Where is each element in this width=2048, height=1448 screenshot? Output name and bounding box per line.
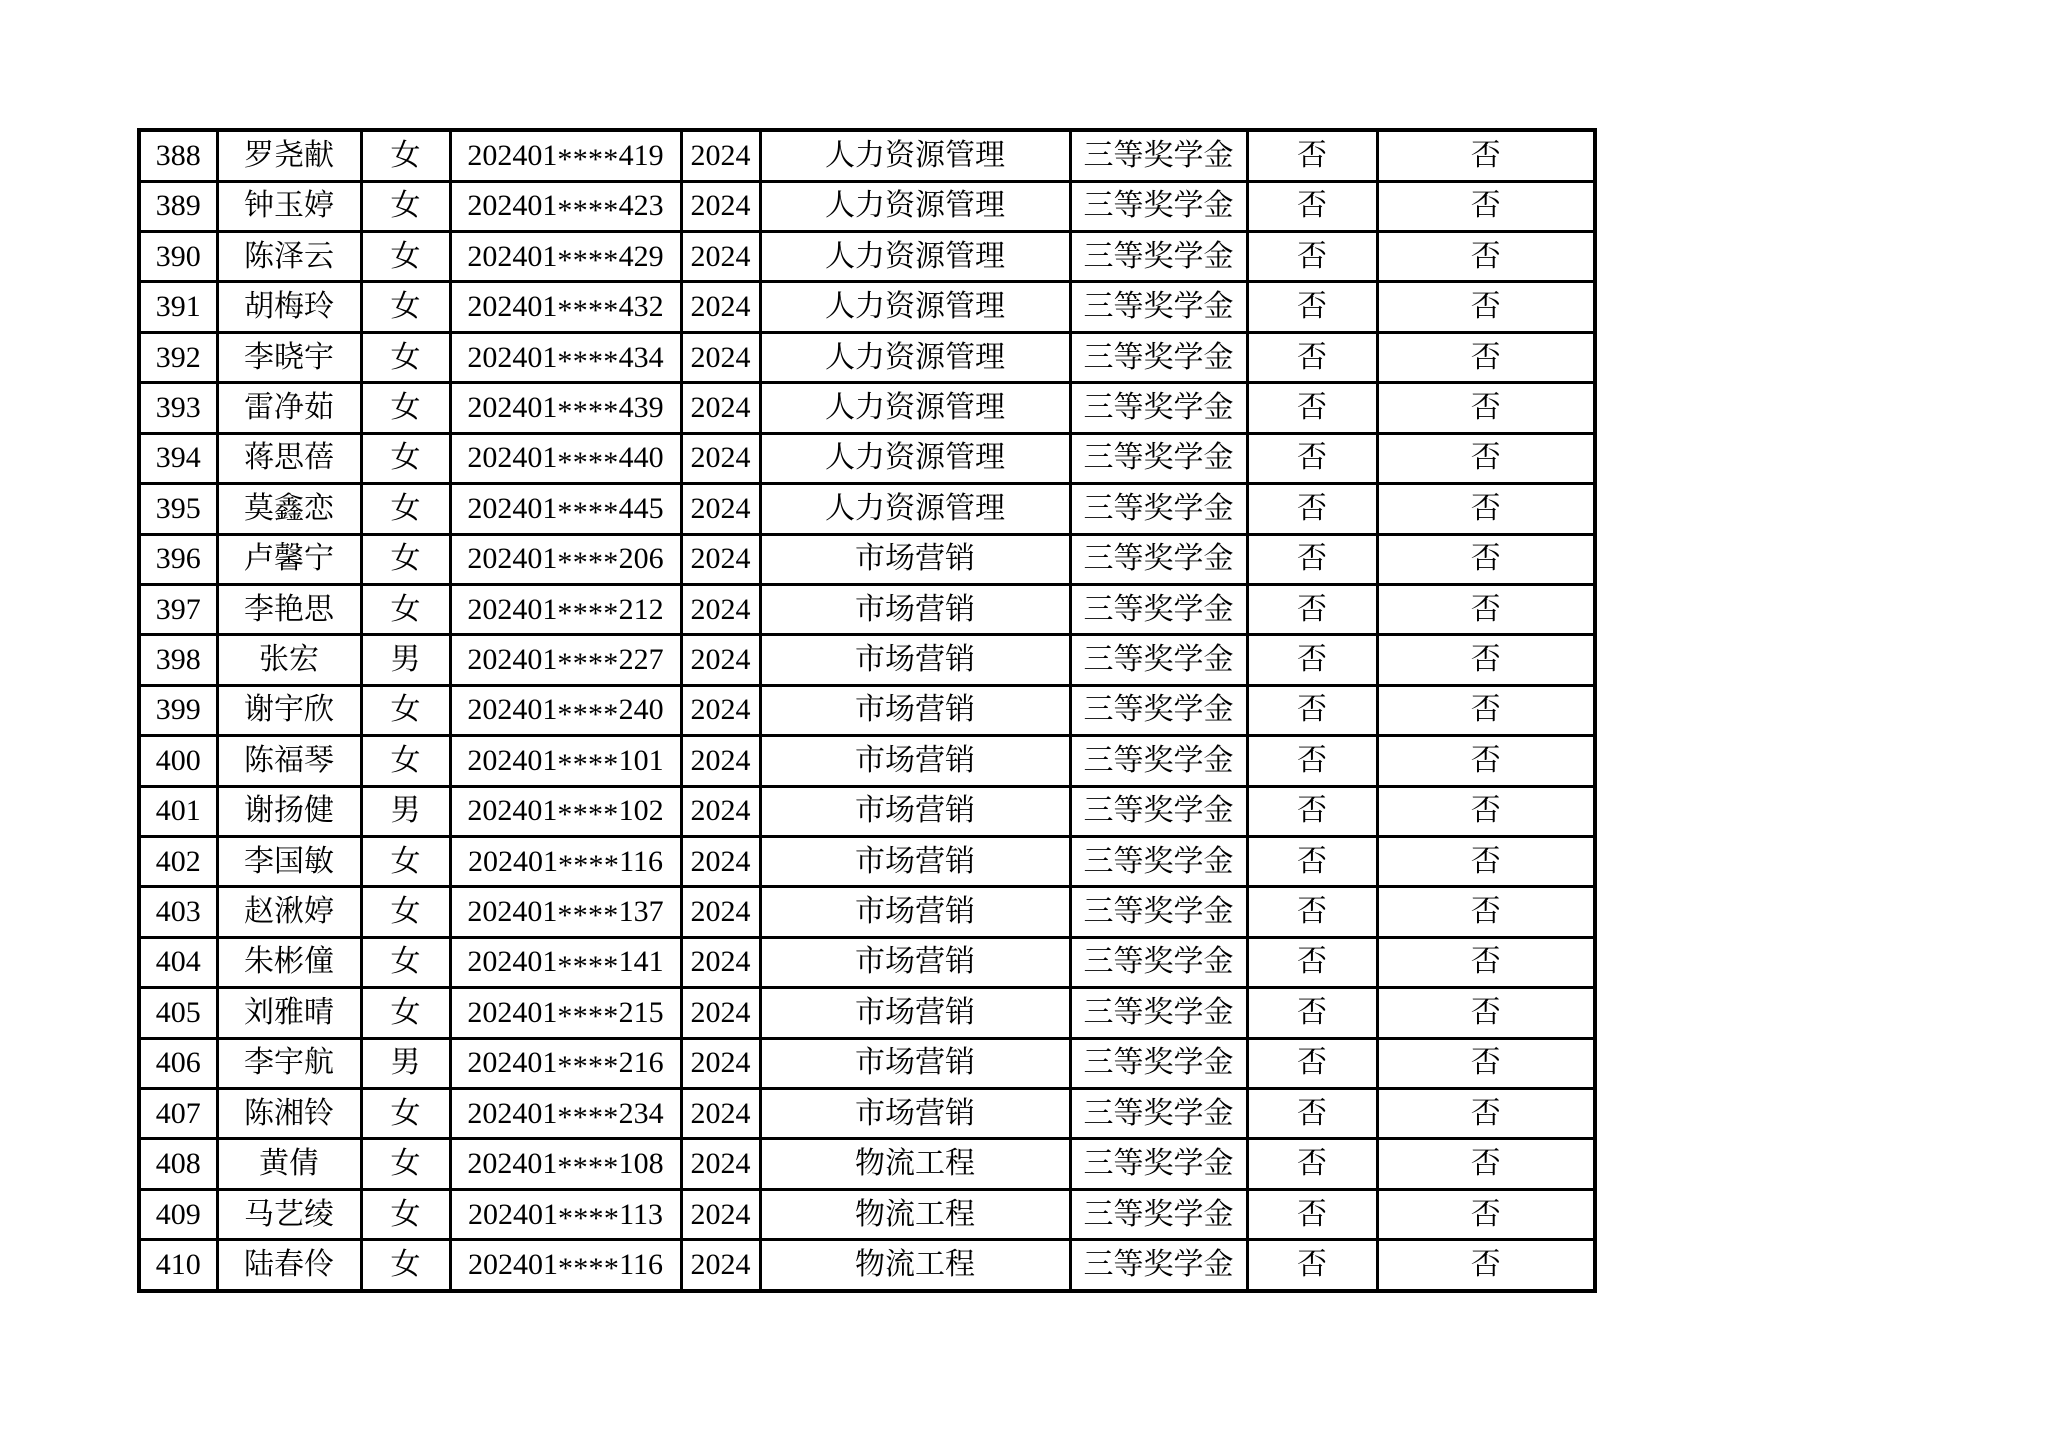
gender-cell: 女 xyxy=(361,887,450,937)
major-cell: 人力资源管理 xyxy=(760,332,1070,382)
award-level-cell: 三等奖学金 xyxy=(1070,1088,1247,1138)
gender-cell: 女 xyxy=(361,736,450,786)
table-row xyxy=(139,332,1595,382)
award-level-cell: 三等奖学金 xyxy=(1070,534,1247,584)
table-row xyxy=(139,282,1595,332)
scholarship-table xyxy=(137,128,1597,1293)
gender-cell: 女 xyxy=(361,433,450,483)
year-cell: 2024 xyxy=(681,232,760,282)
student-id-cell: 202401****108 xyxy=(450,1139,681,1189)
masked-digits: **** xyxy=(557,193,619,227)
flag2-cell: 否 xyxy=(1377,635,1595,685)
gender-cell: 女 xyxy=(361,130,450,181)
gender-cell: 男 xyxy=(361,1038,450,1088)
masked-digits: **** xyxy=(557,1100,619,1134)
year-cell: 2024 xyxy=(681,1189,760,1239)
award-level-cell: 三等奖学金 xyxy=(1070,484,1247,534)
masked-digits: **** xyxy=(557,496,619,529)
flag1-cell: 否 xyxy=(1247,332,1377,382)
flag2-cell: 否 xyxy=(1377,282,1595,332)
gender-cell: 女 xyxy=(361,937,450,987)
major-cell: 市场营销 xyxy=(760,534,1070,584)
award-level-cell: 三等奖学金 xyxy=(1070,988,1247,1038)
row-number-cell: 392 xyxy=(139,332,217,382)
name-cell: 谢宇欣 xyxy=(217,685,361,735)
gender-cell: 女 xyxy=(361,1189,450,1239)
student-id-cell: 202401****439 xyxy=(450,383,681,433)
flag2-cell: 否 xyxy=(1377,130,1595,181)
flag1-cell: 否 xyxy=(1247,1088,1377,1138)
flag2-cell: 否 xyxy=(1377,736,1595,786)
year-cell: 2024 xyxy=(681,433,760,483)
award-level-cell: 三等奖学金 xyxy=(1070,635,1247,685)
flag2-cell: 否 xyxy=(1377,1088,1595,1138)
row-number-cell: 396 xyxy=(139,534,217,584)
flag2-cell: 否 xyxy=(1377,685,1595,735)
student-id-cell: 202401****102 xyxy=(450,786,681,836)
major-cell: 市场营销 xyxy=(760,786,1070,836)
name-cell: 李艳思 xyxy=(217,584,361,634)
table-row xyxy=(139,685,1595,735)
row-number-cell: 404 xyxy=(139,937,217,987)
flag1-cell: 否 xyxy=(1247,282,1377,332)
masked-digits: **** xyxy=(557,1201,620,1235)
row-number-cell: 405 xyxy=(139,988,217,1038)
student-id-cell: 202401****113 xyxy=(450,1189,681,1239)
gender-cell: 女 xyxy=(361,332,450,382)
flag2-cell: 否 xyxy=(1377,433,1595,483)
name-cell: 雷净茹 xyxy=(217,383,361,433)
masked-digits: **** xyxy=(557,899,619,933)
year-cell: 2024 xyxy=(681,1088,760,1138)
table-row xyxy=(139,534,1595,584)
major-cell: 人力资源管理 xyxy=(760,383,1070,433)
gender-cell: 女 xyxy=(361,282,450,332)
row-number-cell: 406 xyxy=(139,1038,217,1088)
award-level-cell: 三等奖学金 xyxy=(1070,1038,1247,1088)
major-cell: 市场营销 xyxy=(760,584,1070,634)
masked-digits: **** xyxy=(557,748,619,782)
major-cell: 人力资源管理 xyxy=(760,282,1070,332)
award-level-cell: 三等奖学金 xyxy=(1070,383,1247,433)
table-row xyxy=(139,937,1595,987)
year-cell: 2024 xyxy=(681,988,760,1038)
gender-cell: 男 xyxy=(361,635,450,685)
award-level-cell: 三等奖学金 xyxy=(1070,887,1247,937)
masked-digits: **** xyxy=(557,949,619,983)
flag1-cell: 否 xyxy=(1247,484,1377,534)
row-number-cell: 400 xyxy=(139,736,217,786)
flag2-cell: 否 xyxy=(1377,937,1595,987)
masked-digits: **** xyxy=(557,1050,619,1084)
name-cell: 陈泽云 xyxy=(217,232,361,282)
award-level-cell: 三等奖学金 xyxy=(1070,736,1247,786)
year-cell: 2024 xyxy=(681,1139,760,1189)
year-cell: 2024 xyxy=(681,534,760,584)
row-number-cell: 409 xyxy=(139,1189,217,1239)
flag1-cell: 否 xyxy=(1247,887,1377,937)
gender-cell: 女 xyxy=(361,1139,450,1189)
gender-cell: 女 xyxy=(361,685,450,735)
masked-digits: **** xyxy=(557,344,619,378)
gender-cell: 女 xyxy=(361,836,450,886)
table-row xyxy=(139,484,1595,534)
row-number-cell: 390 xyxy=(139,232,217,282)
award-level-cell: 三等奖学金 xyxy=(1070,282,1247,332)
major-cell: 人力资源管理 xyxy=(760,181,1070,231)
award-level-cell: 三等奖学金 xyxy=(1070,1240,1247,1291)
award-level-cell: 三等奖学金 xyxy=(1070,836,1247,886)
name-cell: 莫鑫恋 xyxy=(217,484,361,534)
name-cell: 谢扬健 xyxy=(217,786,361,836)
student-id-cell: 202401****423 xyxy=(450,181,681,231)
year-cell: 2024 xyxy=(681,635,760,685)
award-level-cell: 三等奖学金 xyxy=(1070,433,1247,483)
major-cell: 市场营销 xyxy=(760,635,1070,685)
year-cell: 2024 xyxy=(681,786,760,836)
flag2-cell: 否 xyxy=(1377,484,1595,534)
row-number-cell: 398 xyxy=(139,635,217,685)
row-number-cell: 391 xyxy=(139,282,217,332)
award-level-cell: 三等奖学金 xyxy=(1070,332,1247,382)
year-cell: 2024 xyxy=(681,383,760,433)
gender-cell: 女 xyxy=(361,584,450,634)
student-id-cell: 202401****227 xyxy=(450,635,681,685)
name-cell: 马艺绫 xyxy=(217,1189,361,1239)
flag2-cell: 否 xyxy=(1377,332,1595,382)
flag1-cell: 否 xyxy=(1247,786,1377,836)
student-id-cell: 202401****206 xyxy=(450,534,681,584)
flag2-cell: 否 xyxy=(1377,181,1595,231)
row-number-cell: 389 xyxy=(139,181,217,231)
major-cell: 市场营销 xyxy=(760,736,1070,786)
year-cell: 2024 xyxy=(681,736,760,786)
year-cell: 2024 xyxy=(681,937,760,987)
gender-cell: 女 xyxy=(361,232,450,282)
masked-digits: **** xyxy=(557,848,620,882)
name-cell: 陈福琴 xyxy=(217,736,361,786)
masked-digits: **** xyxy=(557,395,619,429)
flag2-cell: 否 xyxy=(1377,383,1595,433)
name-cell: 刘雅晴 xyxy=(217,988,361,1038)
name-cell: 朱彬僮 xyxy=(217,937,361,987)
year-cell: 2024 xyxy=(681,836,760,886)
table-row xyxy=(139,1139,1595,1189)
table-row xyxy=(139,383,1595,433)
flag1-cell: 否 xyxy=(1247,685,1377,735)
student-id-cell: 202401****432 xyxy=(450,282,681,332)
masked-digits: **** xyxy=(557,647,619,681)
award-level-cell: 三等奖学金 xyxy=(1070,130,1247,181)
table-row xyxy=(139,1038,1595,1088)
year-cell: 2024 xyxy=(681,130,760,181)
flag1-cell: 否 xyxy=(1247,181,1377,231)
student-id-cell: 202401****141 xyxy=(450,937,681,987)
year-cell: 2024 xyxy=(681,887,760,937)
row-number-cell: 407 xyxy=(139,1088,217,1138)
table-row xyxy=(139,836,1595,886)
name-cell: 李国敏 xyxy=(217,836,361,886)
award-level-cell: 三等奖学金 xyxy=(1070,181,1247,231)
flag2-cell: 否 xyxy=(1377,786,1595,836)
major-cell: 人力资源管理 xyxy=(760,232,1070,282)
flag2-cell: 否 xyxy=(1377,1038,1595,1088)
flag1-cell: 否 xyxy=(1247,836,1377,886)
flag1-cell: 否 xyxy=(1247,383,1377,433)
name-cell: 李晓宇 xyxy=(217,332,361,382)
masked-digits: **** xyxy=(557,1252,620,1286)
table-row xyxy=(139,786,1595,836)
row-number-cell: 388 xyxy=(139,130,217,181)
gender-cell: 女 xyxy=(361,534,450,584)
name-cell: 罗尧献 xyxy=(217,130,361,181)
gender-cell: 男 xyxy=(361,786,450,836)
name-cell: 陆春伶 xyxy=(217,1240,361,1291)
major-cell: 物流工程 xyxy=(760,1240,1070,1291)
name-cell: 黄倩 xyxy=(217,1139,361,1189)
year-cell: 2024 xyxy=(681,1240,760,1291)
flag1-cell: 否 xyxy=(1247,635,1377,685)
table-row xyxy=(139,232,1595,282)
award-level-cell: 三等奖学金 xyxy=(1070,1189,1247,1239)
gender-cell: 女 xyxy=(361,484,450,534)
flag1-cell: 否 xyxy=(1247,988,1377,1038)
student-id-cell: 202401****419 xyxy=(450,130,681,181)
major-cell: 市场营销 xyxy=(760,988,1070,1038)
flag2-cell: 否 xyxy=(1377,232,1595,282)
table-row xyxy=(139,1088,1595,1138)
row-number-cell: 410 xyxy=(139,1240,217,1291)
gender-cell: 女 xyxy=(361,1088,450,1138)
row-number-cell: 403 xyxy=(139,887,217,937)
flag1-cell: 否 xyxy=(1247,433,1377,483)
row-number-cell: 408 xyxy=(139,1139,217,1189)
table-row xyxy=(139,1189,1595,1239)
student-id-cell: 202401****429 xyxy=(450,232,681,282)
table-row xyxy=(139,584,1595,634)
name-cell: 胡梅玲 xyxy=(217,282,361,332)
major-cell: 市场营销 xyxy=(760,1088,1070,1138)
student-id-cell: 202401****215 xyxy=(450,988,681,1038)
masked-digits: **** xyxy=(557,596,619,630)
flag2-cell: 否 xyxy=(1377,988,1595,1038)
year-cell: 2024 xyxy=(681,282,760,332)
major-cell: 人力资源管理 xyxy=(760,484,1070,534)
row-number-cell: 397 xyxy=(139,584,217,634)
flag2-cell: 否 xyxy=(1377,534,1595,584)
gender-cell: 女 xyxy=(361,988,450,1038)
masked-digits: **** xyxy=(557,798,619,832)
student-id-cell: 202401****234 xyxy=(450,1088,681,1138)
table-row xyxy=(139,181,1595,231)
major-cell: 市场营销 xyxy=(760,937,1070,987)
flag2-cell: 否 xyxy=(1377,1240,1595,1291)
major-cell: 人力资源管理 xyxy=(760,130,1070,181)
row-number-cell: 394 xyxy=(139,433,217,483)
flag2-cell: 否 xyxy=(1377,584,1595,634)
masked-digits: **** xyxy=(557,294,619,328)
student-id-cell: 202401****212 xyxy=(450,584,681,634)
award-level-cell: 三等奖学金 xyxy=(1070,1139,1247,1189)
award-level-cell: 三等奖学金 xyxy=(1070,685,1247,735)
flag1-cell: 否 xyxy=(1247,534,1377,584)
table-row xyxy=(139,887,1595,937)
award-level-cell: 三等奖学金 xyxy=(1070,937,1247,987)
table-row xyxy=(139,1240,1595,1291)
name-cell: 李宇航 xyxy=(217,1038,361,1088)
award-level-cell: 三等奖学金 xyxy=(1070,584,1247,634)
major-cell: 市场营销 xyxy=(760,1038,1070,1088)
major-cell: 人力资源管理 xyxy=(760,433,1070,483)
name-cell: 蒋思蓓 xyxy=(217,433,361,483)
year-cell: 2024 xyxy=(681,484,760,534)
gender-cell: 女 xyxy=(361,1240,450,1291)
table-row xyxy=(139,130,1595,181)
row-number-cell: 402 xyxy=(139,836,217,886)
student-id-cell: 202401****445 xyxy=(450,484,681,534)
flag2-cell: 否 xyxy=(1377,1139,1595,1189)
flag1-cell: 否 xyxy=(1247,1240,1377,1291)
student-id-cell: 202401****116 xyxy=(450,836,681,886)
name-cell: 赵湫婷 xyxy=(217,887,361,937)
flag1-cell: 否 xyxy=(1247,584,1377,634)
student-id-cell: 202401****434 xyxy=(450,332,681,382)
row-number-cell: 399 xyxy=(139,685,217,735)
award-level-cell: 三等奖学金 xyxy=(1070,786,1247,836)
gender-cell: 女 xyxy=(361,181,450,231)
masked-digits: **** xyxy=(557,546,619,580)
row-number-cell: 395 xyxy=(139,484,217,534)
major-cell: 物流工程 xyxy=(760,1189,1070,1239)
masked-digits: **** xyxy=(557,445,619,479)
year-cell: 2024 xyxy=(681,332,760,382)
masked-digits: **** xyxy=(557,697,619,731)
major-cell: 市场营销 xyxy=(760,887,1070,937)
masked-digits: **** xyxy=(557,1000,619,1034)
gender-cell: 女 xyxy=(361,383,450,433)
year-cell: 2024 xyxy=(681,181,760,231)
flag2-cell: 否 xyxy=(1377,887,1595,937)
row-number-cell: 401 xyxy=(139,786,217,836)
flag1-cell: 否 xyxy=(1247,1038,1377,1088)
student-id-cell: 202401****101 xyxy=(450,736,681,786)
table-body xyxy=(139,130,1595,1291)
student-id-cell: 202401****137 xyxy=(450,887,681,937)
student-id-cell: 202401****440 xyxy=(450,433,681,483)
row-number-cell: 393 xyxy=(139,383,217,433)
flag1-cell: 否 xyxy=(1247,130,1377,181)
flag2-cell: 否 xyxy=(1377,1189,1595,1239)
masked-digits: **** xyxy=(557,143,619,177)
table-row xyxy=(139,433,1595,483)
award-level-cell: 三等奖学金 xyxy=(1070,232,1247,282)
table-row xyxy=(139,988,1595,1038)
major-cell: 市场营销 xyxy=(760,836,1070,886)
student-id-cell: 202401****116 xyxy=(450,1240,681,1291)
masked-digits: **** xyxy=(557,1151,619,1185)
flag2-cell: 否 xyxy=(1377,836,1595,886)
name-cell: 陈湘铃 xyxy=(217,1088,361,1138)
year-cell: 2024 xyxy=(681,1038,760,1088)
flag1-cell: 否 xyxy=(1247,1139,1377,1189)
flag1-cell: 否 xyxy=(1247,232,1377,282)
year-cell: 2024 xyxy=(681,584,760,634)
flag1-cell: 否 xyxy=(1247,1189,1377,1239)
flag1-cell: 否 xyxy=(1247,736,1377,786)
table-row xyxy=(139,736,1595,786)
student-id-cell: 202401****240 xyxy=(450,685,681,735)
year-cell: 2024 xyxy=(681,685,760,735)
major-cell: 物流工程 xyxy=(760,1139,1070,1189)
name-cell: 张宏 xyxy=(217,635,361,685)
name-cell: 钟玉婷 xyxy=(217,181,361,231)
masked-digits: **** xyxy=(557,243,619,277)
name-cell: 卢馨宁 xyxy=(217,534,361,584)
major-cell: 市场营销 xyxy=(760,685,1070,735)
student-id-cell: 202401****216 xyxy=(450,1038,681,1088)
flag1-cell: 否 xyxy=(1247,937,1377,987)
table-row xyxy=(139,635,1595,685)
